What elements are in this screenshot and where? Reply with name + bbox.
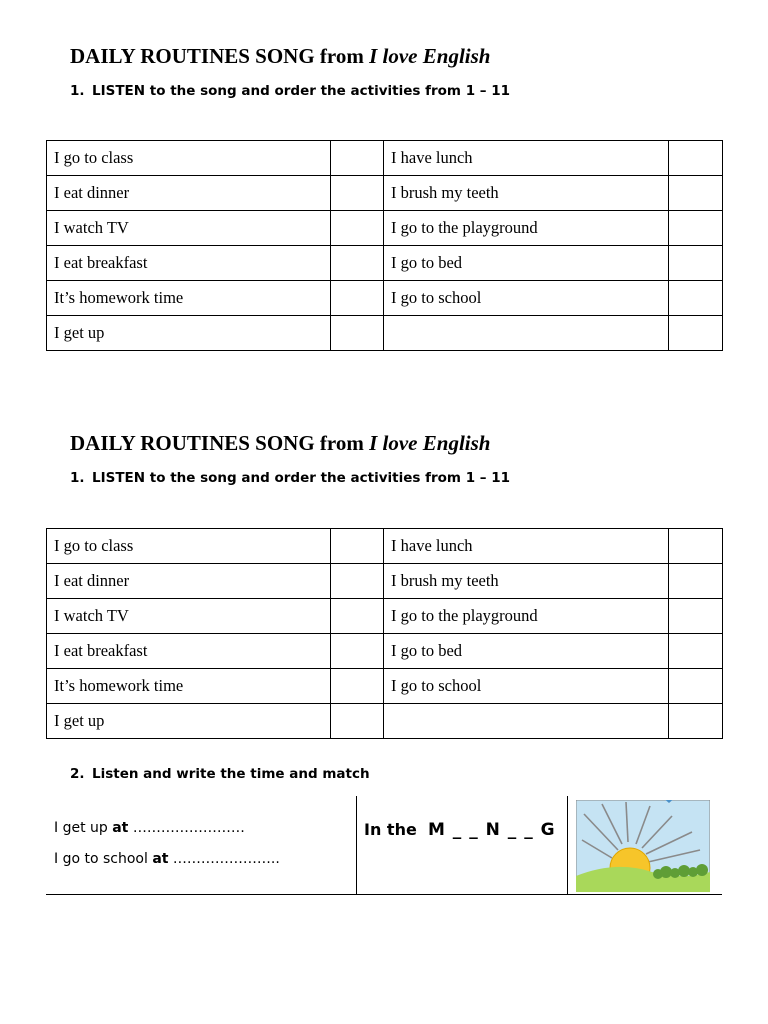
order-box[interactable] [669,634,723,669]
activity-cell: I eat dinner [47,176,331,211]
order-box[interactable] [669,564,723,599]
column-divider [356,796,357,894]
instruction-2: 2. Listen and write the time and match [70,766,370,782]
order-box[interactable] [331,316,384,351]
activity-cell [384,316,669,351]
order-box[interactable] [331,141,384,176]
activity-cell: I go to school [384,669,669,704]
order-box[interactable] [331,669,384,704]
order-box[interactable] [669,141,723,176]
table-row [47,211,723,246]
order-box[interactable] [669,176,723,211]
activity-cell: It’s homework time [47,281,331,316]
order-box[interactable] [669,669,723,704]
order-box[interactable] [669,599,723,634]
order-box[interactable] [331,176,384,211]
instruction-1: 1. LISTEN to the song and order the activities from 1 – 11 [70,470,511,486]
activity-cell: I get up [47,704,331,739]
activity-cell: It’s homework time [47,669,331,704]
activity-cell: I go to class [47,529,331,564]
activity-cell: I go to bed [384,634,669,669]
table-row [47,704,723,739]
activity-cell: I watch TV [47,599,331,634]
activity-cell: I watch TV [47,211,331,246]
activities-table [46,140,723,351]
column-divider [567,796,568,894]
worksheet-title: DAILY ROUTINES SONG from I love English [70,431,491,455]
order-box[interactable] [331,529,384,564]
order-box[interactable] [331,704,384,739]
activity-cell: I go to bed [384,246,669,281]
activity-cell [384,704,669,739]
table-row [47,176,723,211]
order-box[interactable] [669,211,723,246]
activity-cell: I go to school [384,281,669,316]
activity-cell: I go to class [47,141,331,176]
instruction-1: 1. LISTEN to the song and order the activities from 1 – 11 [70,83,511,99]
activity-cell: I get up [47,316,331,351]
activity-cell: I brush my teeth [384,176,669,211]
order-box[interactable] [669,704,723,739]
table-row [47,529,723,564]
activity-cell: I eat dinner [47,564,331,599]
table-row [47,634,723,669]
order-box[interactable] [331,634,384,669]
worksheet-title: DAILY ROUTINES SONG from I love English [70,44,491,68]
sunrise-icon [576,800,710,892]
table-row [47,564,723,599]
order-box[interactable] [331,599,384,634]
table-row [47,316,723,351]
order-box[interactable] [331,281,384,316]
table-row [47,669,723,704]
activity-cell: I eat breakfast [47,634,331,669]
activity-cell: I go to the playground [384,599,669,634]
school-time-line[interactable]: I go to school at ………………….. [54,851,280,867]
get-up-time-line[interactable]: I get up at …………………… [54,820,245,836]
order-box[interactable] [669,529,723,564]
table-row [47,246,723,281]
table-row [47,141,723,176]
order-box[interactable] [669,281,723,316]
activity-cell: I have lunch [384,529,669,564]
activity-cell: I have lunch [384,141,669,176]
table-row [47,281,723,316]
activity-cell: I brush my teeth [384,564,669,599]
order-box[interactable] [331,564,384,599]
activity-cell: I go to the playground [384,211,669,246]
order-box[interactable] [669,246,723,281]
table-row [47,599,723,634]
order-box[interactable] [331,211,384,246]
time-of-day-puzzle: In the M _ _ N _ _ G [364,820,556,840]
activities-table [46,528,723,739]
order-box[interactable] [669,316,723,351]
order-box[interactable] [331,246,384,281]
activity-cell: I eat breakfast [47,246,331,281]
